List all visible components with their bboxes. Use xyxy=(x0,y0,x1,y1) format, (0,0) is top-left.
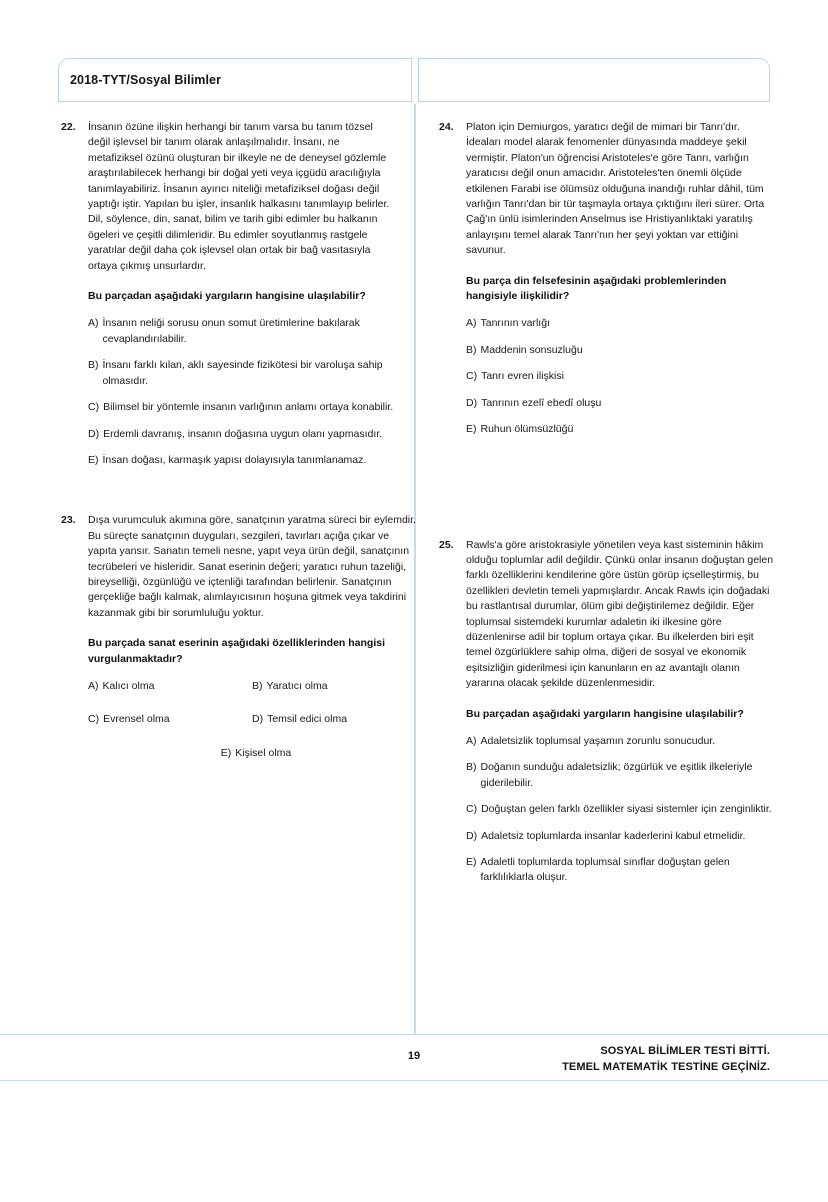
option-c[interactable] xyxy=(88,712,252,727)
question-prompt: Bu parça din felsefesinin aşağıdaki problemlerinden hangisiyle ilişkilidir? xyxy=(466,274,727,303)
question-passage: Rawls'a göre aristokrasiyle yönetilen veya kast sisteminin hâkim olduğu toplumlar adil değildir. Çünkü onlar insanın doğuştan gelen farklı özelliklerini kendilerine göre üstün görüp içselleştirmiş, bu özellikleri devletin temeli yapmışlardır. Ancak Rawls için doğadaki bu rastlantısal durumlar, ölüm gibi değiştirilemez değildir. Eğer toplumsal sistemdeki kurumlar adaletin iki ilkesine göre düzenlenirse adil bir toplum ortaya çıkar. Bu ilkelerden biri eşit temel özgürlüklere sahip olma, diğeri de sosyal ve ekonomik eşitsizliğin giderilmesi için kanunların en az avantajlı olanın yararına olacak şekilde düzenlenmesidir. xyxy=(466,538,774,690)
question-25 xyxy=(438,538,774,886)
option-letter: B) xyxy=(466,343,477,356)
option-c[interactable] xyxy=(88,400,396,415)
options-list xyxy=(466,316,774,437)
question-23 xyxy=(60,513,416,761)
option-a[interactable] xyxy=(88,679,252,694)
option-letter: C) xyxy=(88,713,100,726)
footer-note-line-2: TEMEL MATEMATİK TESTİNE GEÇİNİZ. xyxy=(562,1061,770,1073)
option-text: Doğanın sunduğu adaletsizlik; özgürlük ve eşitlik ilkeleriyle giderilebilir. xyxy=(480,761,753,789)
option-text: Kalıcı olma xyxy=(102,679,155,692)
option-text: Adaletsiz toplumlarda insanlar kaderlerini kabul etmelidir. xyxy=(481,829,746,842)
question-24 xyxy=(438,120,774,438)
options-list xyxy=(88,316,396,468)
option-d[interactable] xyxy=(466,396,774,411)
option-text: Erdemli davranış, insanın doğasına uygun olanı yapmasıdır. xyxy=(103,427,383,440)
page-header xyxy=(58,58,770,102)
column-left xyxy=(60,120,416,761)
option-letter: E) xyxy=(466,856,477,868)
option-letter: B) xyxy=(252,679,263,692)
option-c[interactable] xyxy=(466,369,774,384)
option-c[interactable] xyxy=(466,802,774,817)
question-number: 25. xyxy=(439,538,454,551)
option-e[interactable] xyxy=(88,746,416,761)
option-a[interactable] xyxy=(466,734,774,749)
option-text: İnsanı farklı kılan, aklı sayesinde fizikötesi bir varoluşa sahip olmasıdır. xyxy=(102,359,383,387)
option-text: İnsanın neliği sorusu onun somut üretimlerine bakılarak cevaplandırılabilir. xyxy=(102,317,360,345)
question-prompt: Bu parçadan aşağıdaki yargıların hangisine ulaşılabilir? xyxy=(466,707,744,720)
option-letter: E) xyxy=(466,423,477,436)
question-passage: Dışa vurumculuk akımına göre, sanatçının yaratma süreci bir eylemdir. Bu süreçte sanatçının duyguları, sezgileri, tavırları açığa çıkar ve yapıta yansır. Sanatın temeli nesne, yapıt veya ürün değil, sanatçının tecrübeleri ve hisleridir. Sanat eserinin değeri; yaratıcı ruhun tazeliği, bireyselliği, özgünlüğü ve içtenliği tarafından belirlenir. Sanatçının gerçekliğe bağlı kalmak, alımlayıcısının hoşuna gitmek veya takdirini kazanmak gibi bir sorumluluğu yoktur. xyxy=(88,514,416,619)
option-text: Temsil edici olma xyxy=(267,713,348,726)
option-text: Bilimsel bir yöntemle insanın varlığının anlamı ortaya konabilir. xyxy=(103,401,394,414)
option-text: Tanrının ezelî ebedî oluşu xyxy=(481,396,602,409)
option-letter: D) xyxy=(252,713,264,726)
option-letter: B) xyxy=(466,761,477,774)
question-passage: İnsanın özüne ilişkin herhangi bir tanım varsa bu tanım tözsel değil işlevsel bir tanım olarak anlaşılmalıdır. İnsanı, ne metafiziksel özünü oluşturan bir ilkeyle ne de deneysel gözlemle araştırılabilecek herhangi bir doğal yeti veya içgüdü aracılığıyla tanımlayabiliriz. İnsanın ayırıcı niteliği metafiziksel doğası değil yaptığı iştir. Yapılan bu işler, insanlık halkasını tanımlayıp belirler. Dil, söylence, din, sanat, bilim ve tarih gibi edimler bu halkanın ögeleri ve çeşitli dilimleridir. Bu edimler soyutlanmış rastgele yaratılar değil daha çok işlevsel olan ortak bir bağ vasıtasıyla ortaya çıkmış unsurlardır. xyxy=(88,121,390,272)
option-text: Adaletli toplumlarda toplumsal sınıflar doğuştan gelen farklılıklarla oluşur. xyxy=(480,856,730,884)
option-text: Adaletsizlik toplumsal yaşamın zorunlu sonucudur. xyxy=(480,734,716,747)
option-b[interactable] xyxy=(88,358,396,389)
option-a[interactable] xyxy=(88,316,396,347)
option-text: Yaratıcı olma xyxy=(266,679,328,692)
footer-note-line-1: SOSYAL BİLİMLER TESTİ BİTTİ. xyxy=(600,1045,770,1057)
question-prompt: Bu parçadan aşağıdaki yargıların hangisine ulaşılabilir? xyxy=(88,290,366,303)
option-text: İnsan doğası, karmaşık yapısı dolayısıyla tanımlanamaz. xyxy=(102,453,367,466)
option-letter: C) xyxy=(466,803,478,816)
page-footer xyxy=(0,1036,828,1080)
option-d[interactable] xyxy=(88,427,396,442)
option-letter: E) xyxy=(220,746,232,759)
question-number: 22. xyxy=(61,121,76,133)
option-b[interactable] xyxy=(466,343,774,358)
question-prompt: Bu parçada sanat eserinin aşağıdaki özelliklerinden hangisi vurgulanmaktadır? xyxy=(88,637,386,665)
option-text: Tanrının varlığı xyxy=(480,317,550,330)
question-22 xyxy=(60,120,396,468)
option-text: Evrensel olma xyxy=(103,713,170,726)
option-text: Doğuştan gelen farklı özellikler siyasi sistemler için zenginliktir. xyxy=(481,803,772,816)
page-number: 19 xyxy=(407,1050,421,1062)
exam-title: 2018-TYT/Sosyal Bilimler xyxy=(70,73,222,87)
option-a[interactable] xyxy=(466,316,774,331)
options-list xyxy=(88,679,416,761)
option-letter: A) xyxy=(466,317,477,330)
option-letter: E) xyxy=(88,453,99,466)
option-letter: A) xyxy=(88,317,99,330)
header-box-right xyxy=(418,58,770,102)
header-box-left xyxy=(58,58,412,102)
option-d[interactable] xyxy=(252,712,416,727)
option-letter: D) xyxy=(466,829,478,842)
footer-bottom-rule xyxy=(0,1080,828,1081)
option-text: Maddenin sonsuzluğu xyxy=(480,343,583,356)
option-letter: D) xyxy=(88,427,100,440)
option-letter: C) xyxy=(88,401,100,414)
option-letter: D) xyxy=(466,396,478,409)
option-letter: A) xyxy=(466,734,477,747)
column-right xyxy=(438,120,774,886)
option-letter: C) xyxy=(466,370,478,383)
question-passage: Platon için Demiurgos, yaratıcı değil de mimari bir Tanrı'dır. İdeaları model alarak fenomenler dünyasında maddeye şekil vermiştir. Platon'un öğrencisi Aristoteles'e göre Tanrı, varlığın yaratıcısı değil onun amacıdır. Aristoteles'ten önemli ölçüde etkilenen Farabi ise ölümsüz olduğuna inandığı ruhlar dâhil, tüm varlığın Tanrı'dan bir tür taşmayla ortaya çıktığını ileri sürer. Orta Çağ'ın ünlü isimlerinden Anselmus ise Hristiyanlıktaki yaratılış anlayışını temel alarak Tanrı'nın her şeyi yoktan var ettiğini savunur. xyxy=(466,121,765,257)
footer-note xyxy=(562,1043,770,1075)
option-d[interactable] xyxy=(466,829,774,844)
option-e[interactable] xyxy=(88,453,396,468)
option-e[interactable] xyxy=(466,855,774,886)
option-text: Ruhun ölümsüzlüğü xyxy=(480,423,574,436)
option-letter: B) xyxy=(88,359,99,372)
question-number: 23. xyxy=(61,514,76,527)
footer-top-rule xyxy=(0,1034,828,1035)
option-b[interactable] xyxy=(466,760,774,791)
option-text: Kişisel olma xyxy=(235,746,292,759)
question-number: 24. xyxy=(439,121,454,133)
options-list xyxy=(466,734,774,886)
option-letter: A) xyxy=(88,679,99,692)
option-text: Tanrı evren ilişkisi xyxy=(481,370,564,383)
option-b[interactable] xyxy=(252,679,416,694)
option-e[interactable] xyxy=(466,422,774,437)
